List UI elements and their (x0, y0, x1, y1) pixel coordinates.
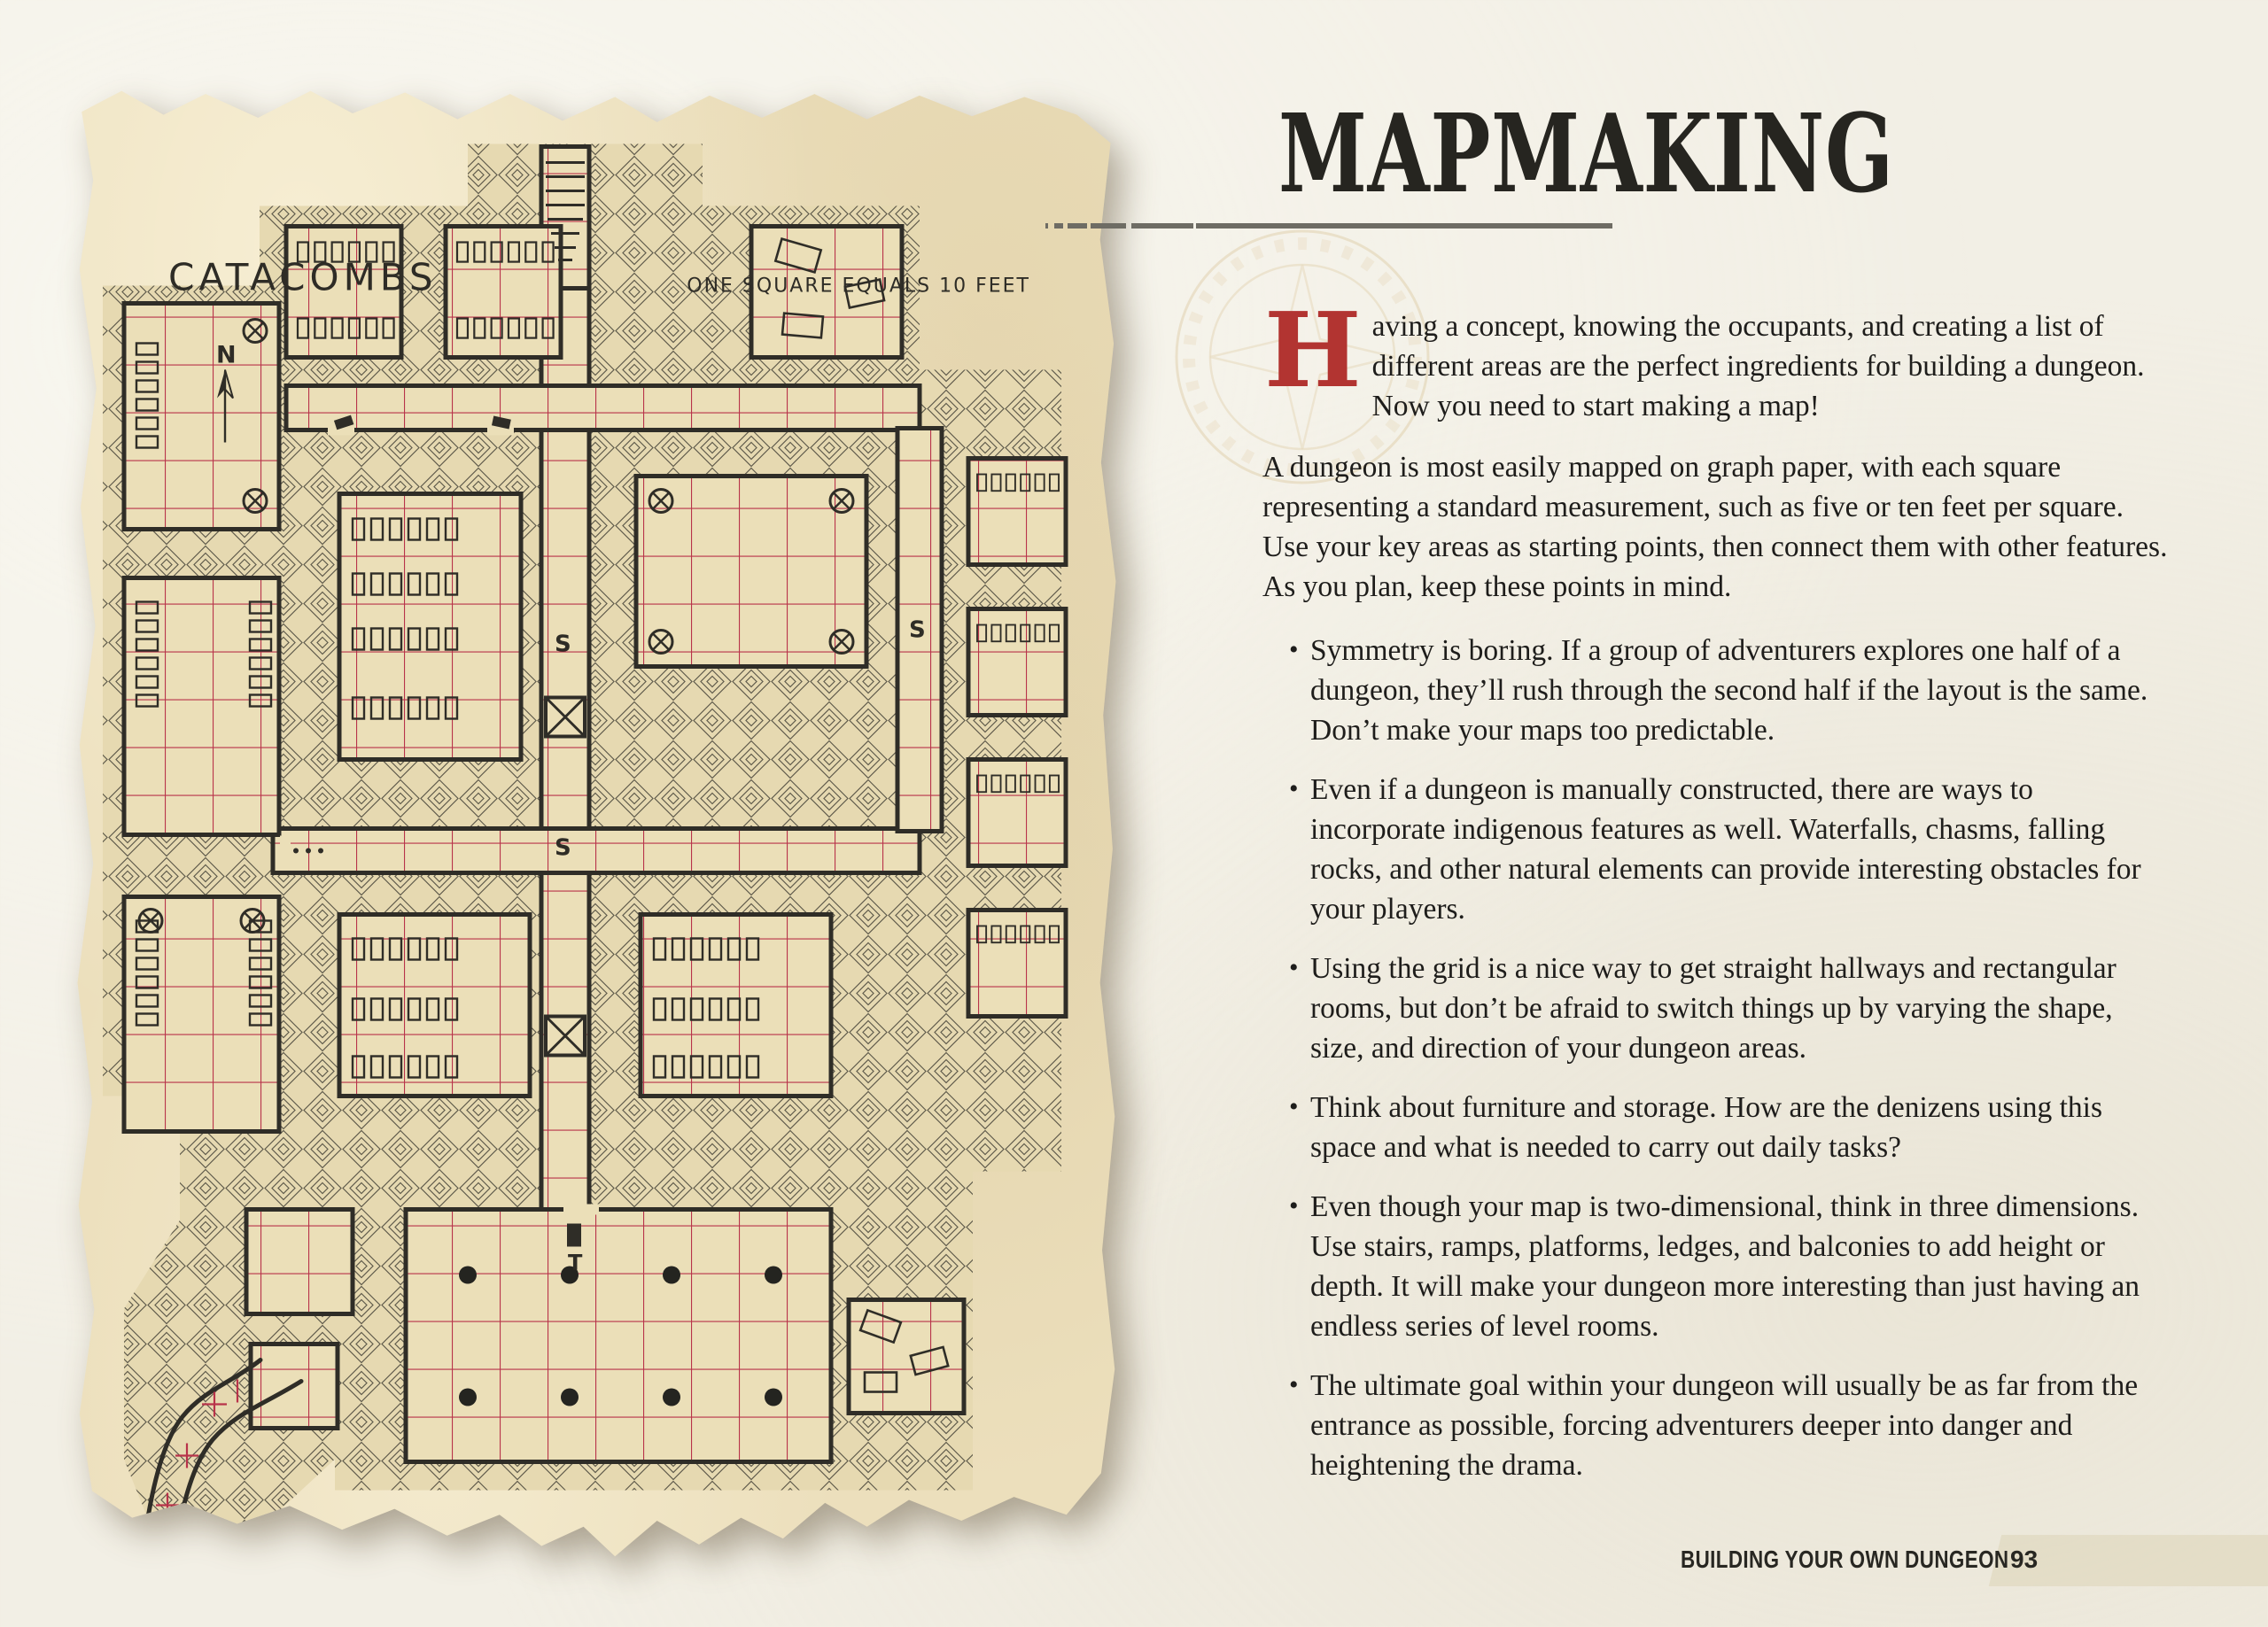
tips-list (1262, 631, 2148, 1485)
secret-door-mark: S (909, 616, 926, 644)
article-body (1262, 291, 2168, 1505)
trap-mark: T (568, 1250, 583, 1275)
body-paragraph: A dungeon is most easily mapped on graph paper, with each square representing a standard measurement, such as five or ten feet per square. Use your key areas as starting points, then connect them with other features. As you plan, keep these points in mind. (1262, 451, 2168, 603)
secret-door-mark: S (555, 834, 571, 862)
stair-box (546, 698, 585, 737)
list-item: • Even though your map is two-dimensional, think in three dimensions. Use stairs, ramps, platforms, ledges, and balconies to add height or depth. It will make your dungeon more interesting than just having an endless series of level rooms. (1262, 1187, 2148, 1346)
parchment-texture (69, 76, 1119, 1562)
compass-label: N (216, 341, 237, 369)
corridor-dots (293, 848, 323, 854)
drop-cap: H (1264, 291, 1362, 411)
list-item: • Using the grid is a nice way to get straight hallways and rectangular rooms, but don’t be afraid to switch things up by varying the shape, size, and direction of your dungeon areas. (1262, 949, 2148, 1068)
list-item: • The ultimate goal within your dungeon will usually be as far from the entrance as possible, forcing adventurers deeper into danger and heightening the drama. (1262, 1366, 2148, 1485)
secret-door-mark: S (555, 631, 571, 658)
title-underline (1045, 220, 1612, 232)
dungeon-map (69, 76, 1119, 1562)
intro-text: aving a concept, knowing the occupants, and creating a list of different areas are the perfect ingredients for building a dungeon. Now you need to start making a map! (1371, 310, 2145, 422)
parchment-sheet (69, 76, 1119, 1562)
stair-box (546, 1017, 585, 1056)
list-item: • Think about furniture and storage. How are the denizens using this space and what is needed to carry out daily tasks? (1262, 1088, 2148, 1167)
map-title: CATACOMBS (168, 255, 438, 299)
intro-paragraph (1262, 291, 2168, 426)
list-item: • Even if a dungeon is manually constructed, there are ways to incorporate indigenous features as well. Waterfalls, chasms, falling rocks, and other natural elements can provide interesting obstacles for your players. (1262, 770, 2148, 929)
map-scale-note: ONE SQUARE EQUALS 10 FEET (687, 275, 1030, 298)
list-item: • Symmetry is boring. If a group of adventurers explores one half of a dungeon, they’ll rush through the second half if the layout is the same. Don’t make your maps too predictable. (1262, 631, 2148, 750)
page-title: MAPMAKING (1278, 89, 1894, 217)
footer-section-label: BUILDING YOUR OWN DUNGEON (1681, 1546, 2009, 1573)
footer-page-number: 93 (2010, 1546, 2039, 1573)
